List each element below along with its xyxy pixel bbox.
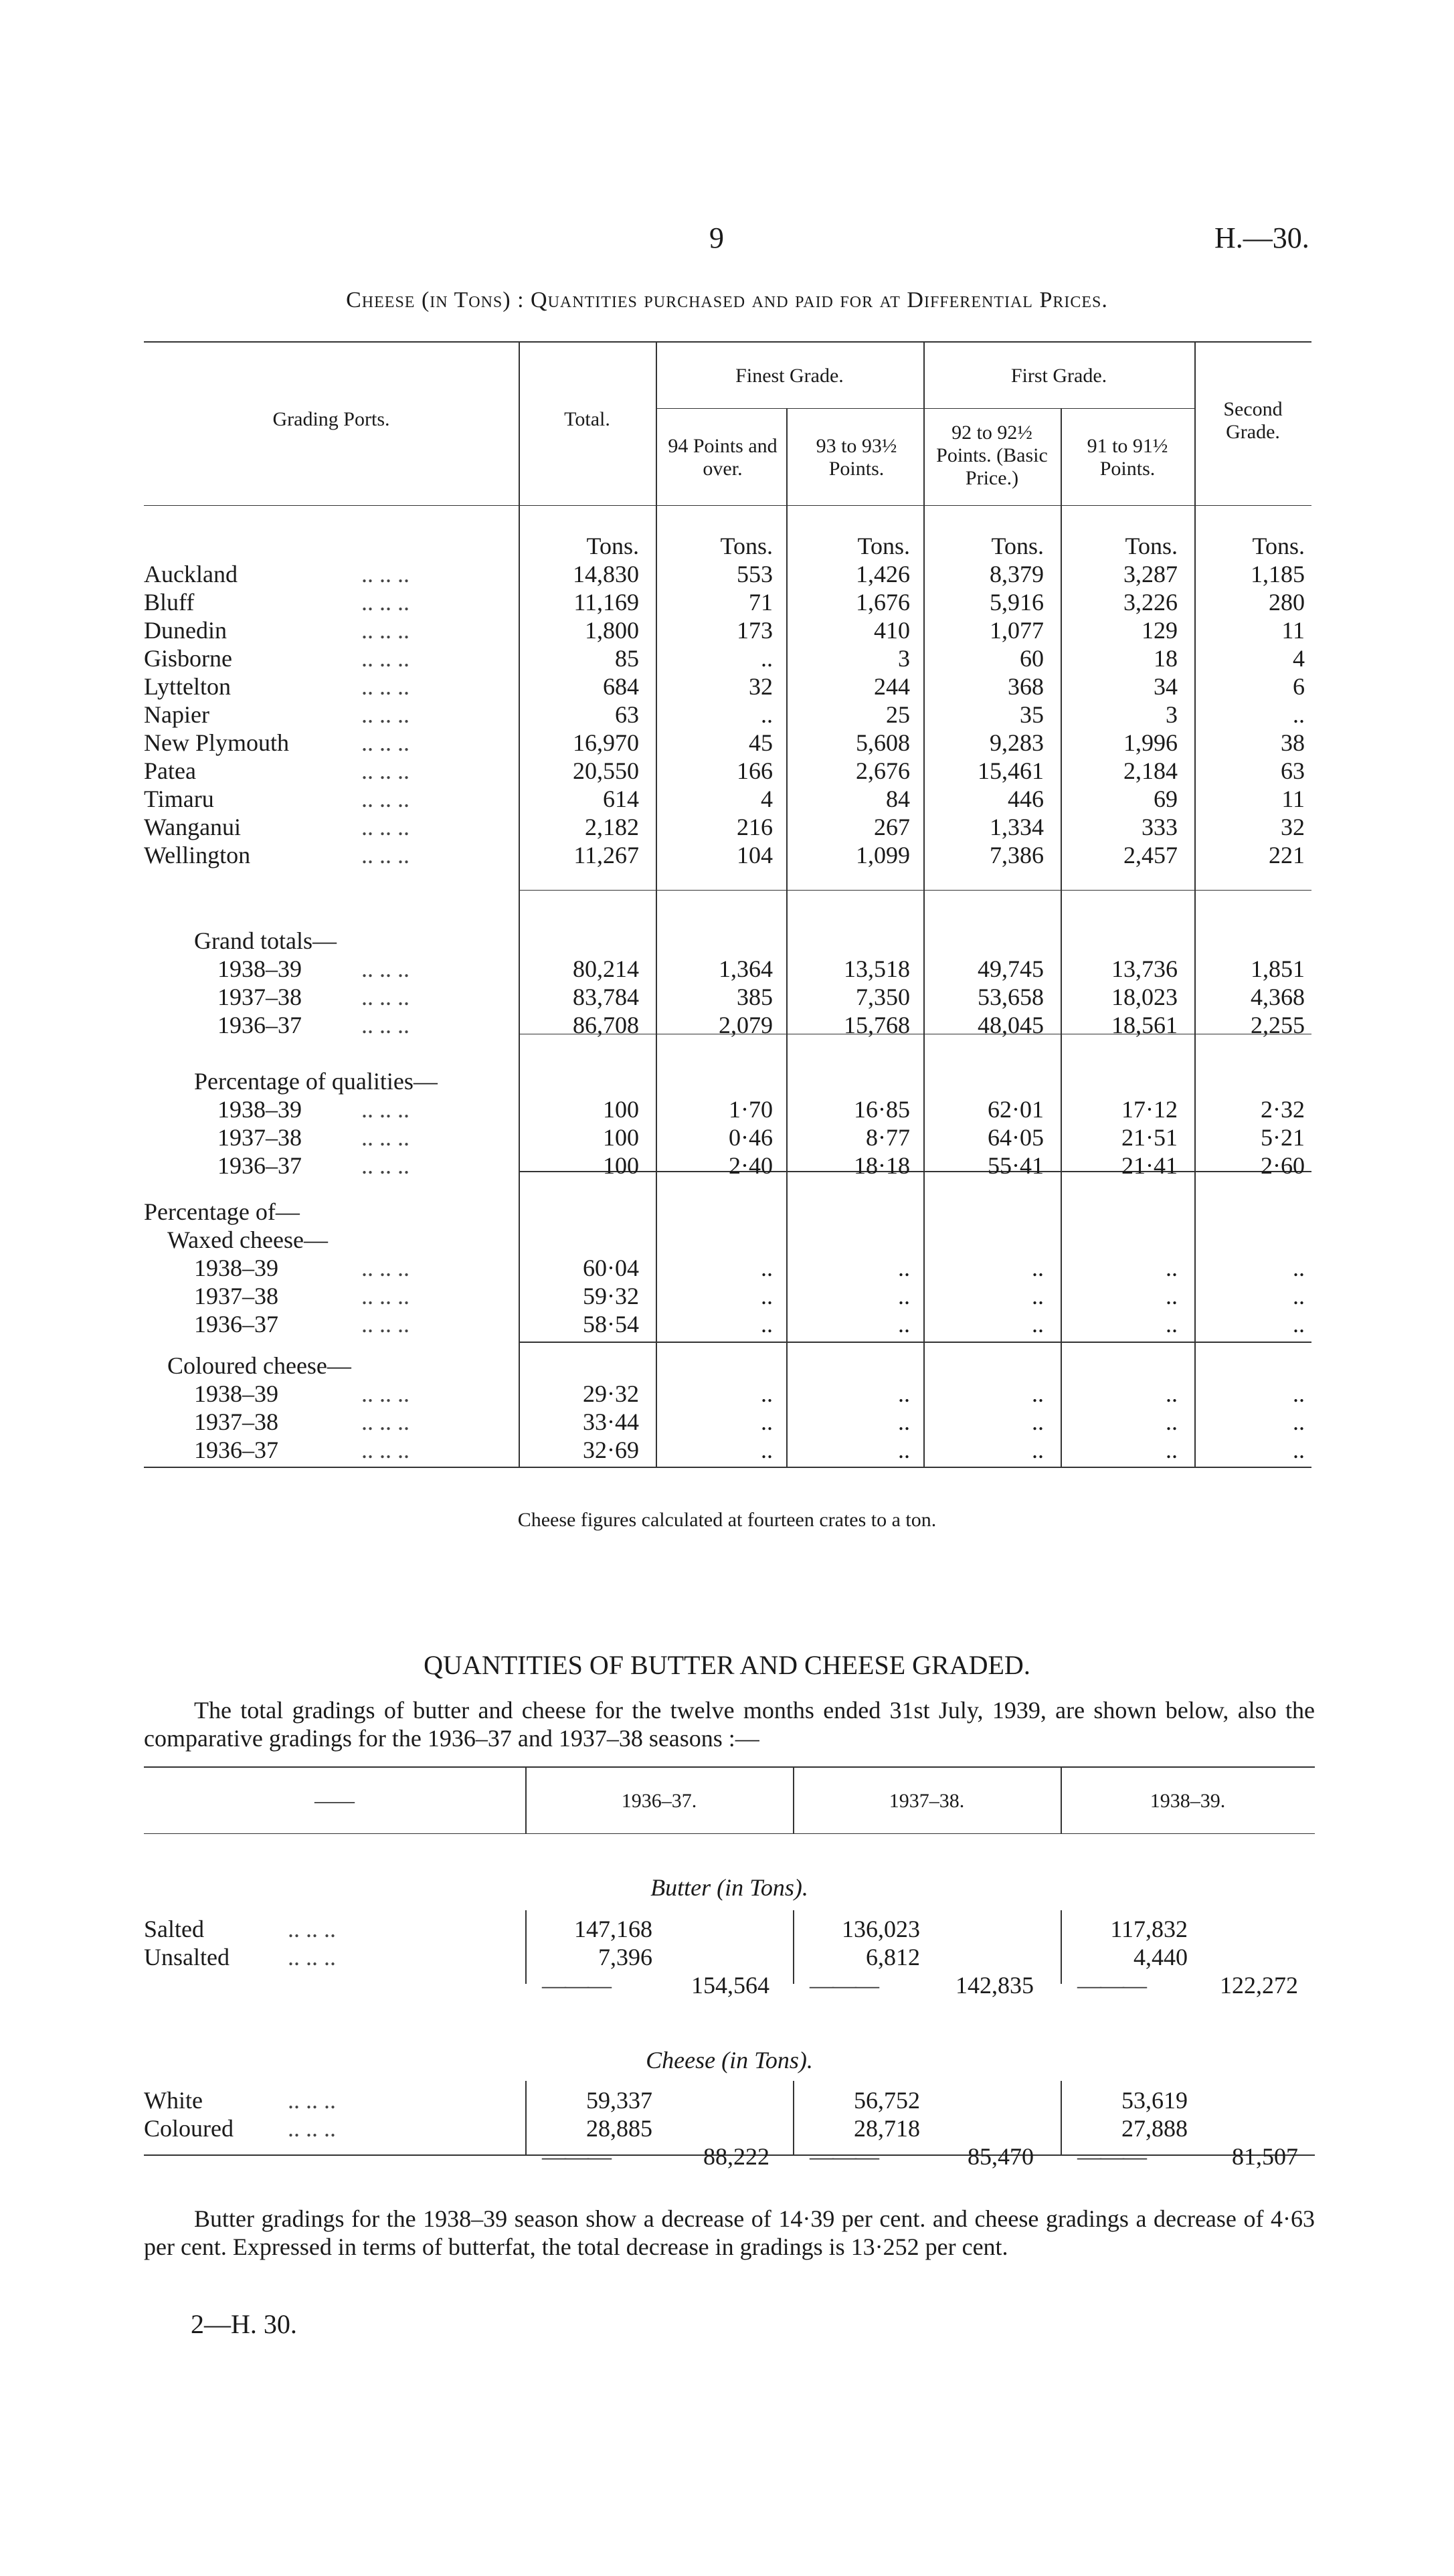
coloured-row-1-value-1: ..	[761, 1408, 773, 1435]
coloured-row-2-value-5: ..	[1293, 1437, 1305, 1463]
port-row-10-leader-dots: .. .. ..	[361, 842, 410, 868]
port-row-10-value-4: 2,457	[1123, 842, 1178, 868]
waxed-row-0-value-3: ..	[1032, 1255, 1044, 1281]
cheese-row-1-leader-dots: .. .. ..	[288, 2115, 336, 2142]
grand-total-row-0-label: 1938–39	[217, 955, 302, 982]
footer-reference: 2—H. 30.	[191, 2309, 297, 2339]
grand-total-row-0-value-1: 1,364	[719, 955, 773, 982]
percentage-row-0-leader-dots: .. .. ..	[361, 1096, 410, 1123]
percentage-row-2-leader-dots: .. .. ..	[361, 1152, 410, 1179]
port-row-9-value-0: 2,182	[585, 814, 639, 840]
waxed-row-2-value-3: ..	[1032, 1311, 1044, 1338]
port-row-4-value-0: 684	[603, 673, 639, 700]
grand-total-row-0-value-2: 13,518	[844, 955, 910, 982]
coloured-row-2-value-2: ..	[898, 1437, 910, 1463]
cheese-row-1-value-0: 28,885	[586, 2115, 652, 2142]
waxed-row-2-label: 1936–37	[194, 1311, 278, 1338]
percentage-row-2-value-1: 2·40	[729, 1152, 773, 1179]
port-row-3-value-5: 4	[1293, 645, 1305, 672]
grand-total-row-2-value-3: 48,045	[978, 1012, 1044, 1038]
port-row-1-value-4: 3,226	[1123, 589, 1178, 616]
cheese-total-1: 85,470	[968, 2143, 1034, 2170]
percentage-qualities-label: Percentage of qualities—	[194, 1068, 438, 1095]
waxed-row-1-label: 1937–38	[194, 1283, 278, 1309]
grand-total-row-2-value-5: 2,255	[1251, 1012, 1305, 1038]
closing-paragraph: Butter gradings for the 1938–39 season show a decrease of 14·39 per cent. and cheese gradings a decrease of 4·63 per cent. Expressed in terms of butterfat, the total decrease in gradings is 13·252 per cent.	[144, 2205, 1315, 2260]
grand-total-row-2-label: 1936–37	[217, 1012, 302, 1038]
grand-total-row-1-value-3: 53,658	[978, 984, 1044, 1010]
port-row-3-value-4: 18	[1154, 645, 1178, 672]
cheese-title: Cheese (in Tons).	[646, 2047, 813, 2074]
butter-total-rule-0: ———	[542, 1972, 610, 1999]
port-row-6-leader-dots: .. .. ..	[361, 729, 410, 756]
grand-total-row-0-value-0: 80,214	[573, 955, 639, 982]
percentage-row-0-value-0: 100	[603, 1096, 639, 1123]
port-row-7-value-1: 166	[737, 757, 773, 784]
waxed-row-2-value-0: 58·54	[583, 1311, 639, 1338]
page-number: 9	[709, 221, 724, 254]
port-row-8-value-2: 84	[886, 786, 910, 812]
coloured-row-1-value-2: ..	[898, 1408, 910, 1435]
percentage-row-1-label: 1937–38	[217, 1124, 302, 1151]
section2-title: QUANTITIES OF BUTTER AND CHEESE GRADED.	[424, 1650, 1030, 1680]
coloured-row-1-value-3: ..	[1032, 1408, 1044, 1435]
butter-total-rule-2: ———	[1077, 1972, 1146, 1999]
cheese-total-2: 81,507	[1232, 2143, 1298, 2170]
cheese-total-0: 88,222	[703, 2143, 769, 2170]
grand-total-row-2-value-0: 86,708	[573, 1012, 639, 1038]
cheese-total-rule-2: ———	[1077, 2143, 1146, 2170]
butter-row-0-value-2: 117,832	[1110, 1916, 1188, 1942]
cheese-row-0-value-1: 56,752	[854, 2087, 920, 2114]
port-row-6-value-3: 9,283	[990, 729, 1044, 756]
waxed-row-1-value-4: ..	[1166, 1283, 1178, 1309]
grand-total-row-1-value-5: 4,368	[1251, 984, 1305, 1010]
port-row-2-value-4: 129	[1142, 617, 1178, 644]
butter-row-1-value-0: 7,396	[598, 1944, 652, 1970]
coloured-row-0-value-0: 29·32	[583, 1380, 639, 1407]
port-row-3-label: Gisborne	[144, 645, 232, 672]
grand-total-row-1-label: 1937–38	[217, 984, 302, 1010]
waxed-row-0-label: 1938–39	[194, 1255, 278, 1281]
port-row-5-value-3: 35	[1020, 701, 1044, 728]
header-93-points: 93 to 93½ Points.	[816, 435, 897, 480]
port-row-8-value-0: 614	[603, 786, 639, 812]
waxed-row-1-value-0: 59·32	[583, 1283, 639, 1309]
coloured-row-1-value-0: 33·44	[583, 1408, 639, 1435]
grand-total-row-0-leader-dots: .. .. ..	[361, 955, 410, 982]
coloured-row-2-label: 1936–37	[194, 1437, 278, 1463]
grand-total-row-1-value-1: 385	[737, 984, 773, 1010]
percentage-of-label: Percentage of—	[144, 1198, 300, 1225]
grand-total-row-0-value-5: 1,851	[1251, 955, 1305, 982]
header-total: Total.	[564, 408, 610, 430]
grand-total-row-1-leader-dots: .. .. ..	[361, 984, 410, 1010]
port-row-0-leader-dots: .. .. ..	[361, 561, 410, 587]
coloured-row-0-value-2: ..	[898, 1380, 910, 1407]
waxed-row-1-leader-dots: .. .. ..	[361, 1283, 410, 1309]
butter-total-1: 142,835	[956, 1972, 1034, 1999]
waxed-row-0-value-0: 60·04	[583, 1255, 639, 1281]
port-row-9-leader-dots: .. .. ..	[361, 814, 410, 840]
port-row-3-value-2: 3	[898, 645, 910, 672]
coloured-row-0-value-3: ..	[1032, 1380, 1044, 1407]
port-row-2-value-1: 173	[737, 617, 773, 644]
percentage-row-2-value-5: 2·60	[1261, 1152, 1305, 1179]
cheese-total-rule-0: ———	[542, 2143, 610, 2170]
unit-label-0: Tons.	[586, 533, 639, 559]
percentage-row-2-value-3: 55·41	[988, 1152, 1044, 1179]
port-row-4-value-3: 368	[1008, 673, 1044, 700]
unit-label-2: Tons.	[857, 533, 910, 559]
port-row-4-value-2: 244	[874, 673, 910, 700]
header-year-3: 1938–39.	[1150, 1790, 1226, 1812]
cheese-row-1-value-2: 27,888	[1121, 2115, 1188, 2142]
port-row-7-value-0: 20,550	[573, 757, 639, 784]
unit-label-1: Tons.	[720, 533, 773, 559]
port-row-8-value-4: 69	[1154, 786, 1178, 812]
butter-total-0: 154,564	[691, 1972, 769, 1999]
header-91-points: 91 to 91½ Points.	[1087, 435, 1168, 480]
percentage-row-0-value-3: 62·01	[988, 1096, 1044, 1123]
port-row-0-value-3: 8,379	[990, 561, 1044, 587]
port-row-4-leader-dots: .. .. ..	[361, 673, 410, 700]
percentage-row-0-value-2: 16·85	[854, 1096, 910, 1123]
coloured-row-0-value-1: ..	[761, 1380, 773, 1407]
percentage-row-1-value-4: 21·51	[1121, 1124, 1178, 1151]
port-row-4-label: Lyttelton	[144, 673, 231, 700]
butter-row-1-label: Unsalted	[144, 1944, 230, 1970]
percentage-row-2-label: 1936–37	[217, 1152, 302, 1179]
grand-total-row-2-value-4: 18,561	[1111, 1012, 1178, 1038]
coloured-row-2-leader-dots: .. .. ..	[361, 1437, 410, 1463]
port-row-5-value-1: ..	[761, 701, 773, 728]
coloured-row-1-leader-dots: .. .. ..	[361, 1408, 410, 1435]
port-row-2-value-5: 11	[1281, 617, 1305, 644]
percentage-row-1-value-2: 8·77	[866, 1124, 910, 1151]
port-row-3-value-0: 85	[615, 645, 639, 672]
header-94-points: 94 Points and over.	[668, 435, 778, 480]
cheese-differential-prices-table	[144, 341, 1311, 1472]
waxed-row-2-value-4: ..	[1166, 1311, 1178, 1338]
coloured-cheese-label: Coloured cheese—	[167, 1352, 351, 1379]
grand-total-row-0-value-4: 13,736	[1111, 955, 1178, 982]
port-row-1-value-3: 5,916	[990, 589, 1044, 616]
cheese-row-0-value-2: 53,619	[1121, 2087, 1188, 2114]
grand-total-row-2-leader-dots: .. .. ..	[361, 1012, 410, 1038]
header-dash: ——	[314, 1790, 355, 1812]
coloured-row-1-value-4: ..	[1166, 1408, 1178, 1435]
coloured-row-0-label: 1938–39	[194, 1380, 278, 1407]
port-row-10-value-2: 1,099	[856, 842, 910, 868]
percentage-row-0-value-1: 1·70	[729, 1096, 773, 1123]
coloured-row-0-leader-dots: .. .. ..	[361, 1380, 410, 1407]
header-first-grade: First Grade.	[1010, 365, 1107, 387]
table1-note: Cheese figures calculated at fourteen crates to a ton.	[517, 1509, 937, 1531]
coloured-row-2-value-1: ..	[761, 1437, 773, 1463]
butter-total-rule-1: ———	[810, 1972, 878, 1999]
port-row-9-value-4: 333	[1142, 814, 1178, 840]
port-row-4-value-4: 34	[1154, 673, 1178, 700]
percentage-row-1-leader-dots: .. .. ..	[361, 1124, 410, 1151]
waxed-row-0-leader-dots: .. .. ..	[361, 1255, 410, 1281]
port-row-0-value-2: 1,426	[856, 561, 910, 587]
percentage-row-2-value-0: 100	[603, 1152, 639, 1179]
percentage-row-1-value-1: 0·46	[729, 1124, 773, 1151]
butter-row-0-leader-dots: .. .. ..	[288, 1916, 336, 1942]
port-row-10-value-0: 11,267	[573, 842, 639, 868]
port-row-4-value-1: 32	[749, 673, 773, 700]
port-row-10-value-3: 7,386	[990, 842, 1044, 868]
port-row-0-value-1: 553	[737, 561, 773, 587]
percentage-row-2-value-2: 18·18	[854, 1152, 910, 1179]
port-row-1-value-2: 1,676	[856, 589, 910, 616]
coloured-row-1-value-5: ..	[1293, 1408, 1305, 1435]
percentage-row-1-value-5: 5·21	[1261, 1124, 1305, 1151]
cheese-row-0-value-0: 59,337	[586, 2087, 652, 2114]
coloured-row-0-value-4: ..	[1166, 1380, 1178, 1407]
port-row-7-value-3: 15,461	[978, 757, 1044, 784]
port-row-0-value-0: 14,830	[573, 561, 639, 587]
cheese-row-0-leader-dots: .. .. ..	[288, 2087, 336, 2114]
port-row-3-value-3: 60	[1020, 645, 1044, 672]
coloured-row-2-value-0: 32·69	[583, 1437, 639, 1463]
port-row-7-leader-dots: .. .. ..	[361, 757, 410, 784]
waxed-row-1-value-5: ..	[1293, 1283, 1305, 1309]
port-row-9-value-2: 267	[874, 814, 910, 840]
port-row-1-leader-dots: .. .. ..	[361, 589, 410, 616]
port-row-1-value-1: 71	[749, 589, 773, 616]
port-row-10-label: Wellington	[144, 842, 251, 868]
grand-total-row-1-value-0: 83,784	[573, 984, 639, 1010]
port-row-0-value-4: 3,287	[1123, 561, 1178, 587]
percentage-row-0-value-5: 2·32	[1261, 1096, 1305, 1123]
waxed-row-1-value-1: ..	[761, 1283, 773, 1309]
coloured-row-2-value-4: ..	[1166, 1437, 1178, 1463]
cheese-row-1-value-1: 28,718	[854, 2115, 920, 2142]
table1-title: Cheese (in Tons) : Quantities purchased and paid for at Differential Prices.	[346, 288, 1108, 312]
butter-title: Butter (in Tons).	[650, 1874, 808, 1901]
butter-row-1-leader-dots: .. .. ..	[288, 1944, 336, 1970]
unit-label-5: Tons.	[1252, 533, 1305, 559]
unit-label-4: Tons.	[1125, 533, 1178, 559]
waxed-row-2-value-2: ..	[898, 1311, 910, 1338]
percentage-row-2-value-4: 21·41	[1121, 1152, 1178, 1179]
port-row-1-value-5: 280	[1269, 589, 1305, 616]
grand-totals-label: Grand totals—	[194, 927, 337, 954]
port-row-9-value-5: 32	[1281, 814, 1305, 840]
port-row-5-value-5: ..	[1293, 701, 1305, 728]
grand-total-row-1-value-2: 7,350	[856, 984, 910, 1010]
port-row-5-leader-dots: .. .. ..	[361, 701, 410, 728]
unit-label-3: Tons.	[991, 533, 1044, 559]
port-row-1-label: Bluff	[144, 589, 195, 616]
header-finest-grade: Finest Grade.	[735, 365, 844, 387]
butter-row-0-value-1: 136,023	[842, 1916, 920, 1942]
port-row-7-label: Patea	[144, 757, 196, 784]
port-row-6-value-5: 38	[1281, 729, 1305, 756]
percentage-row-1-value-3: 64·05	[988, 1124, 1044, 1151]
port-row-1-value-0: 11,169	[573, 589, 639, 616]
header-second-grade: Second Grade.	[1223, 398, 1283, 443]
port-row-0-label: Auckland	[144, 561, 238, 587]
grand-total-row-0-value-3: 49,745	[978, 955, 1044, 982]
port-row-6-value-0: 16,970	[573, 729, 639, 756]
port-row-8-value-3: 446	[1008, 786, 1044, 812]
port-row-7-value-4: 2,184	[1123, 757, 1178, 784]
percentage-row-0-label: 1938–39	[217, 1096, 302, 1123]
port-row-2-label: Dunedin	[144, 617, 227, 644]
waxed-row-0-value-4: ..	[1166, 1255, 1178, 1281]
butter-row-0-label: Salted	[144, 1916, 204, 1942]
header-92-points: 92 to 92½ Points. (Basic Price.)	[936, 422, 1048, 489]
port-row-5-label: Napier	[144, 701, 209, 728]
percentage-row-0-value-4: 17·12	[1121, 1096, 1178, 1123]
cheese-row-0-label: White	[144, 2087, 203, 2114]
coloured-row-1-label: 1937–38	[194, 1408, 278, 1435]
waxed-cheese-label: Waxed cheese—	[167, 1226, 328, 1253]
header-year-1: 1936–37.	[621, 1790, 697, 1812]
waxed-row-1-value-2: ..	[898, 1283, 910, 1309]
butter-row-1-value-1: 6,812	[866, 1944, 920, 1970]
document-reference: H.—30.	[1214, 221, 1309, 254]
port-row-3-leader-dots: .. .. ..	[361, 645, 410, 672]
waxed-row-0-value-2: ..	[898, 1255, 910, 1281]
port-row-5-value-0: 63	[615, 701, 639, 728]
coloured-row-2-value-3: ..	[1032, 1437, 1044, 1463]
butter-total-2: 122,272	[1220, 1972, 1298, 1999]
coloured-row-0-value-5: ..	[1293, 1380, 1305, 1407]
grand-total-row-1-value-4: 18,023	[1111, 984, 1178, 1010]
header-year-2: 1937–38.	[889, 1790, 965, 1812]
port-row-2-value-3: 1,077	[990, 617, 1044, 644]
cheese-row-1-label: Coloured	[144, 2115, 234, 2142]
cheese-total-rule-1: ———	[810, 2143, 878, 2170]
gradings-table	[144, 1766, 1315, 2188]
grand-total-row-2-value-2: 15,768	[844, 1012, 910, 1038]
port-row-2-value-0: 1,800	[585, 617, 639, 644]
waxed-row-2-value-1: ..	[761, 1311, 773, 1338]
waxed-row-2-leader-dots: .. .. ..	[361, 1311, 410, 1338]
port-row-0-value-5: 1,185	[1251, 561, 1305, 587]
port-row-5-value-4: 3	[1166, 701, 1178, 728]
butter-row-0-value-0: 147,168	[574, 1916, 652, 1942]
section2-intro: The total gradings of butter and cheese for the twelve months ended 31st July, 1939, are shown below, also the comparative gradings for the 1936–37 and 1937–38 seasons :—	[144, 1697, 1315, 1752]
port-row-8-label: Timaru	[144, 786, 214, 812]
waxed-row-0-value-5: ..	[1293, 1255, 1305, 1281]
port-row-9-value-1: 216	[737, 814, 773, 840]
port-row-10-value-1: 104	[737, 842, 773, 868]
port-row-8-value-1: 4	[761, 786, 773, 812]
port-row-4-value-5: 6	[1293, 673, 1305, 700]
waxed-row-2-value-5: ..	[1293, 1311, 1305, 1338]
port-row-2-value-2: 410	[874, 617, 910, 644]
port-row-6-value-1: 45	[749, 729, 773, 756]
waxed-row-0-value-1: ..	[761, 1255, 773, 1281]
port-row-5-value-2: 25	[886, 701, 910, 728]
port-row-10-value-5: 221	[1269, 842, 1305, 868]
port-row-6-value-2: 5,608	[856, 729, 910, 756]
port-row-6-value-4: 1,996	[1123, 729, 1178, 756]
port-row-9-label: Wanganui	[144, 814, 242, 840]
port-row-2-leader-dots: .. .. ..	[361, 617, 410, 644]
port-row-9-value-3: 1,334	[990, 814, 1044, 840]
header-grading-ports: Grading Ports.	[272, 408, 390, 430]
port-row-8-leader-dots: .. .. ..	[361, 786, 410, 812]
grand-total-row-2-value-1: 2,079	[719, 1012, 773, 1038]
waxed-row-1-value-3: ..	[1032, 1283, 1044, 1309]
port-row-6-label: New Plymouth	[144, 729, 290, 756]
port-row-8-value-5: 11	[1281, 786, 1305, 812]
port-row-7-value-2: 2,676	[856, 757, 910, 784]
port-row-3-value-1: ..	[761, 645, 773, 672]
percentage-row-1-value-0: 100	[603, 1124, 639, 1151]
port-row-7-value-5: 63	[1281, 757, 1305, 784]
butter-row-1-value-2: 4,440	[1133, 1944, 1188, 1970]
